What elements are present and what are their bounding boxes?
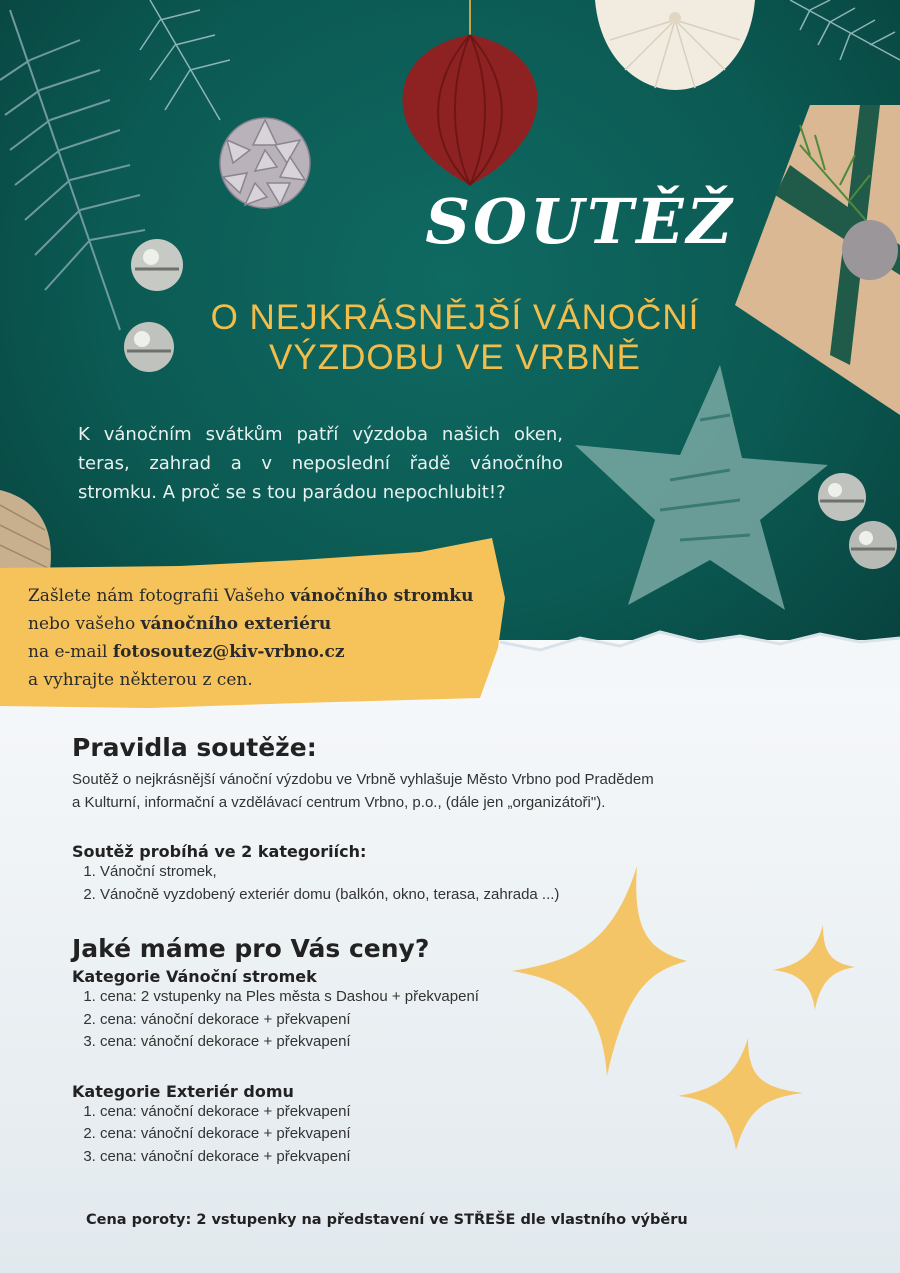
jingle-bell-decoration [125, 235, 190, 295]
prizes-heading: Jaké máme pro Vás ceny? [72, 934, 430, 963]
red-ornament-decoration [380, 0, 560, 190]
cta-text: nebo vašeho [28, 614, 141, 634]
jury-prize-text: Cena poroty: 2 vstupenky na představení ve STŘEŠE dle vlastního výběru [86, 1212, 688, 1228]
list-item: 1. cena: 2 vstupenky na Ples města s Dashou + překvapení [100, 986, 752, 1009]
paper-fan-ornament-decoration [590, 0, 760, 95]
page-title: SOUTĚŽ [425, 185, 735, 258]
pine-cone-decoration [205, 105, 325, 220]
categories-heading: Soutěž probíhá ve 2 kategoriích: [72, 842, 367, 861]
rules-section [72, 733, 752, 1168]
rules-text: Soutěž o nejkrásnější vánoční výzdobu ve Vrbně vyhlašuje Město Vrbno pod Pradědem [72, 771, 654, 788]
fir-branch-top-right-decoration [770, 0, 900, 80]
intro-text: K vánočním svátkům patří výzdoba našich oken, teras, zahrad a v neposlední řadě vánočního stromku. A proč se s tou parádou nepochlubit!? [78, 424, 563, 503]
page-subtitle [170, 298, 740, 378]
list-item: 1. Vánoční stromek, [100, 861, 752, 884]
email-link[interactable]: fotosoutez@kiv-vrbno.cz [112, 642, 345, 662]
rules-heading: Pravidla soutěže: [72, 733, 317, 762]
cta-bold-text: vánočního exteriéru [140, 614, 332, 634]
jingle-bell-decoration [845, 518, 900, 573]
list-item: 3. cena: vánoční dekorace + překvapení [100, 1031, 752, 1054]
subtitle-line: O NEJKRÁSNĚJŠÍ VÁNOČNÍ [210, 298, 700, 337]
list-item: 2. cena: vánoční dekorace + překvapení [100, 1123, 752, 1146]
rules-text: a Kulturní, informační a vzdělávací centrum Vrbno, p.o., (dále jen „organizátoři"). [72, 794, 606, 811]
star-decoration [570, 360, 830, 620]
list-item: 2. cena: vánoční dekorace + překvapení [100, 1009, 752, 1032]
exterior-category-heading: Kategorie Exteriér domu [72, 1081, 294, 1101]
tree-prizes-list [72, 986, 752, 1054]
cta-text: na e-mail [28, 642, 113, 662]
tree-category-heading: Kategorie Vánoční stromek [72, 967, 317, 986]
sparkle-star-decoration [773, 925, 855, 1010]
cta-text: Zašlete nám fotografii Vašeho [28, 586, 291, 606]
list-item: 1. cena: vánoční dekorace + překvapení [100, 1101, 752, 1124]
cta-bold-text: vánočního stromku [290, 586, 474, 606]
categories-list [72, 861, 752, 906]
exterior-prizes-list [72, 1101, 752, 1169]
call-to-action-text [28, 582, 488, 694]
subtitle-line: VÝZDOBU VE VRBNĚ [269, 338, 641, 377]
list-item: 3. cena: vánoční dekorace + překvapení [100, 1146, 752, 1169]
cta-text: a vyhrajte některou z cen. [28, 670, 253, 690]
list-item: 2. Vánočně vyzdobený exteriér domu (balkón, okno, terasa, zahrada ...) [100, 884, 752, 907]
